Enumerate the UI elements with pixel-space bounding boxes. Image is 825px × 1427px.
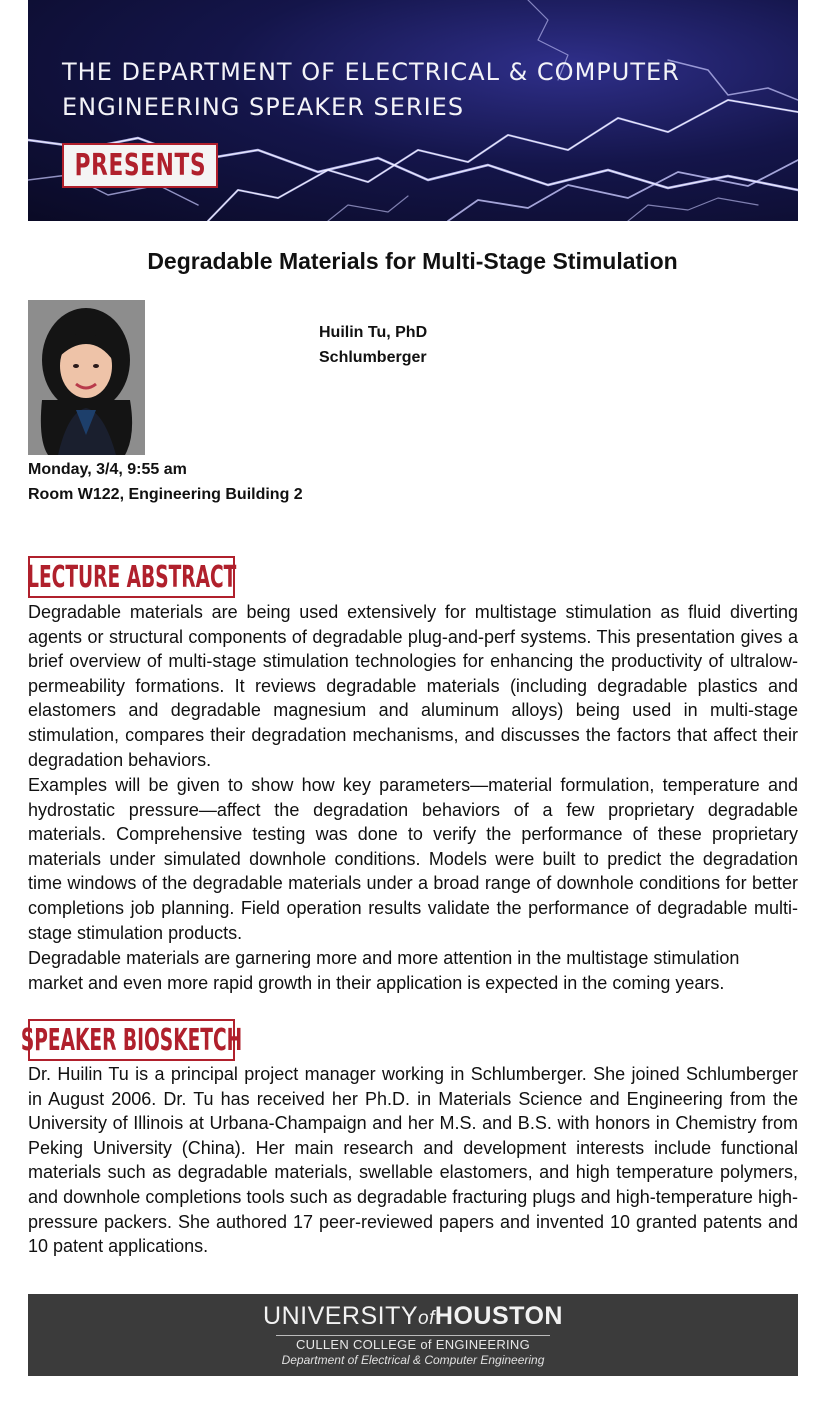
university-word: UNIVERSITY [263,1302,419,1330]
lecture-abstract-heading-label: LECTURE ABSTRACT [26,559,237,595]
speaker-biosketch-heading [20,1019,243,1061]
speaker-photo [28,300,145,455]
speaker-name: Huilin Tu, PhD [319,324,428,341]
event-datetime: Monday, 3/4, 9:55 am [28,461,187,478]
speaker-info [319,320,427,370]
banner-title-line-2: ENGINEERING SPEAKER SERIES [62,93,465,121]
footer-divider [276,1335,550,1336]
department-name: Department of Electrical & Computer Engineering [281,1353,545,1367]
biosketch-paragraph: Dr. Huilin Tu is a principal project manager working in Schlumberger. She joined Schlumberger in August 2006. Dr. Tu has received her Ph.D. in Materials Science and Engineering from the University of Illinois at Urbana-Champaign and her M.S. and B.S. with honors in Chemistry from Peking University (China). Her main research and development interests include functional materials such as degradable materials, swellable elastomers, and high temperature polymers, and downhole completions tools such as degradable fracturing plugs and high-temperature high-pressure packers. She authored 17 peer-reviewed papers and invented 10 granted patents and 10 patent applications. [28,1064,798,1257]
speaker-biosketch-heading-label: SPEAKER BIOSKETCH [20,1022,243,1058]
footer-logo-bar [28,1294,798,1376]
header-banner [28,0,798,221]
abstract-paragraph-1: Degradable materials are being used extensively for multistage stimulation as fluid diverting agents or structural components of degradable plug-and-perf systems. This presentation gives a brief overview of multi-stage stimulation technologies for enhancing the productivity of ultralow-permeability formations. It reviews degradable materials (including degradable plastics and elastomers and degradable magnesium and aluminum alloys) being used in multi-stage stimulation, compares their degradation mechanisms, and discusses the factors that affect their degradation behaviors. [28,602,798,770]
banner-title-line-1: THE DEPARTMENT OF ELECTRICAL & COMPUTER [62,58,680,86]
abstract-paragraph-2: Examples will be given to show how key parameters—material formulation, temperature and hydrostatic pressure—affect the degradation behaviors of a few proprietary degradable materials. Comprehensive testing was done to verify the performance of these proprietary materials under simulated downhole conditions. Models were built to predict the degradation time windows of the degradable materials under a broad range of downhole conditions for better completions job planning. Field operation results validate the performance of degradable multi-stage stimulation products. [28,775,798,943]
event-info [28,457,303,507]
event-location: Room W122, Engineering Building 2 [28,486,303,503]
abstract-paragraph-3: Degradable materials are garnering more and more attention in the multistage stimulation market and even more rapid growth in their application is expected in the coming years. [28,948,740,993]
talk-title: Degradable Materials for Multi-Stage Stimulation [147,248,678,274]
college-name: CULLEN COLLEGE of ENGINEERING [295,1337,531,1352]
lecture-abstract-heading [28,556,235,598]
university-of: of [418,1308,435,1329]
university-logo [28,1302,798,1331]
houston-word: HOUSTON [434,1302,563,1330]
presents-badge [62,143,218,188]
speaker-affiliation: Schlumberger [319,349,427,366]
presents-label: PRESENTS [74,148,206,183]
